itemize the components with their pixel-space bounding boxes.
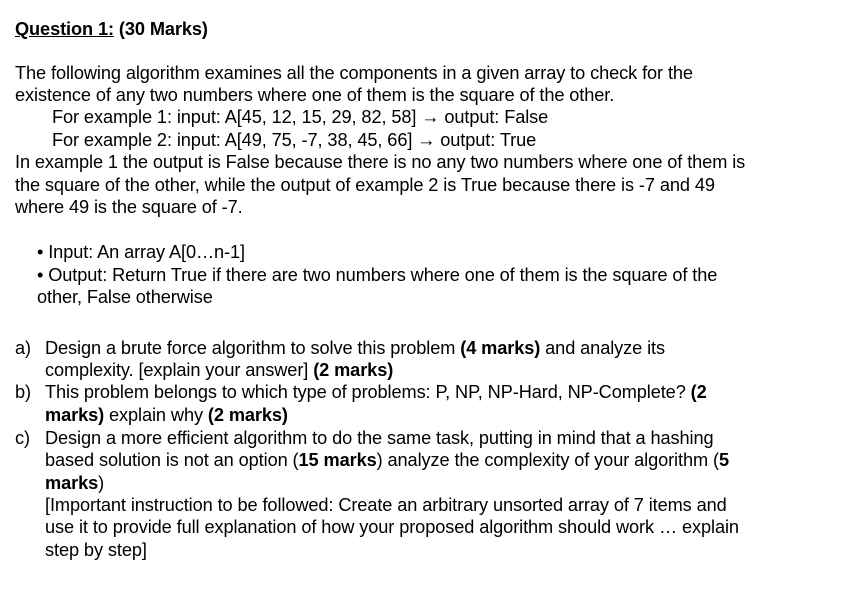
part-c-line-4: [Important instruction to be followed: Create an arbitrary unsorted array of 7 items and: [45, 495, 727, 515]
part-b-label: b): [15, 382, 31, 402]
part-a-text: Design a brute force algorithm to solve this problem: [45, 338, 461, 358]
part-a-marks: (4 marks): [460, 338, 541, 358]
spec-input: • Input: An array A[0…n-1]: [37, 242, 245, 262]
explanation-line-2: the square of the other, while the output of example 2 is True because there is -7 and 49: [15, 175, 715, 195]
question-number: Question 1:: [15, 19, 114, 39]
part-c-marks-2: 5: [718, 450, 729, 470]
part-b-line-2: [45, 404, 288, 426]
part-c-line-1: Design a more efficient algorithm to do the same task, putting in mind that a hashing: [45, 428, 714, 448]
question-marks: (30 Marks): [113, 19, 208, 39]
part-c-line-3: [45, 472, 104, 494]
part-a-marks-2: (2 marks): [313, 360, 394, 380]
part-b-marks: (2: [690, 382, 707, 402]
intro-line-1: The following algorithm examines all the components in a given array to check for the: [15, 63, 693, 83]
example-2: For example 2: input: A[49, 75, -7, 38, 45, 66] → output: True: [52, 130, 537, 150]
part-a-label: a): [15, 338, 31, 358]
part-a-text-2: and analyze its: [540, 338, 665, 358]
part-c-text-2: ) analyze the complexity of your algorithm (: [376, 450, 719, 470]
part-b-marks-2: marks): [45, 405, 105, 425]
spec-output-line-1: • Output: Return True if there are two numbers where one of them is the square of the: [37, 265, 718, 285]
part-c-text: based solution is not an option (: [45, 450, 299, 470]
part-b-marks-3: (2 marks): [207, 405, 288, 425]
spec-output-line-2: other, False otherwise: [37, 287, 213, 307]
explanation-line-3: where 49 is the square of -7.: [15, 197, 243, 217]
intro-line-2: existence of any two numbers where one of them is the square of the other.: [15, 85, 615, 105]
part-b-text-2: explain why: [104, 405, 208, 425]
part-a-line-1: [45, 337, 665, 359]
question-heading: [15, 18, 208, 40]
part-c-line-6: step by step]: [45, 540, 147, 560]
part-a-line-2: [45, 359, 393, 381]
part-c-text-3: ): [98, 473, 105, 493]
part-c-label: c): [15, 428, 30, 448]
part-c-marks-3: marks: [45, 473, 99, 493]
part-c-marks: 15 marks: [298, 450, 377, 470]
example-1: For example 1: input: A[45, 12, 15, 29, 82, 58] → output: False: [52, 107, 549, 127]
explanation-line-1: In example 1 the output is False because there is no any two numbers where one of them is: [15, 152, 746, 172]
part-c-line-2: [45, 449, 729, 471]
part-b-line-1: [45, 381, 707, 403]
part-c-line-5: use it to provide full explanation of how your proposed algorithm should work … explain: [45, 517, 739, 537]
part-a-text-3: complexity. [explain your answer]: [45, 360, 314, 380]
part-b-text: This problem belongs to which type of problems: P, NP, NP-Hard, NP-Complete?: [45, 382, 691, 402]
